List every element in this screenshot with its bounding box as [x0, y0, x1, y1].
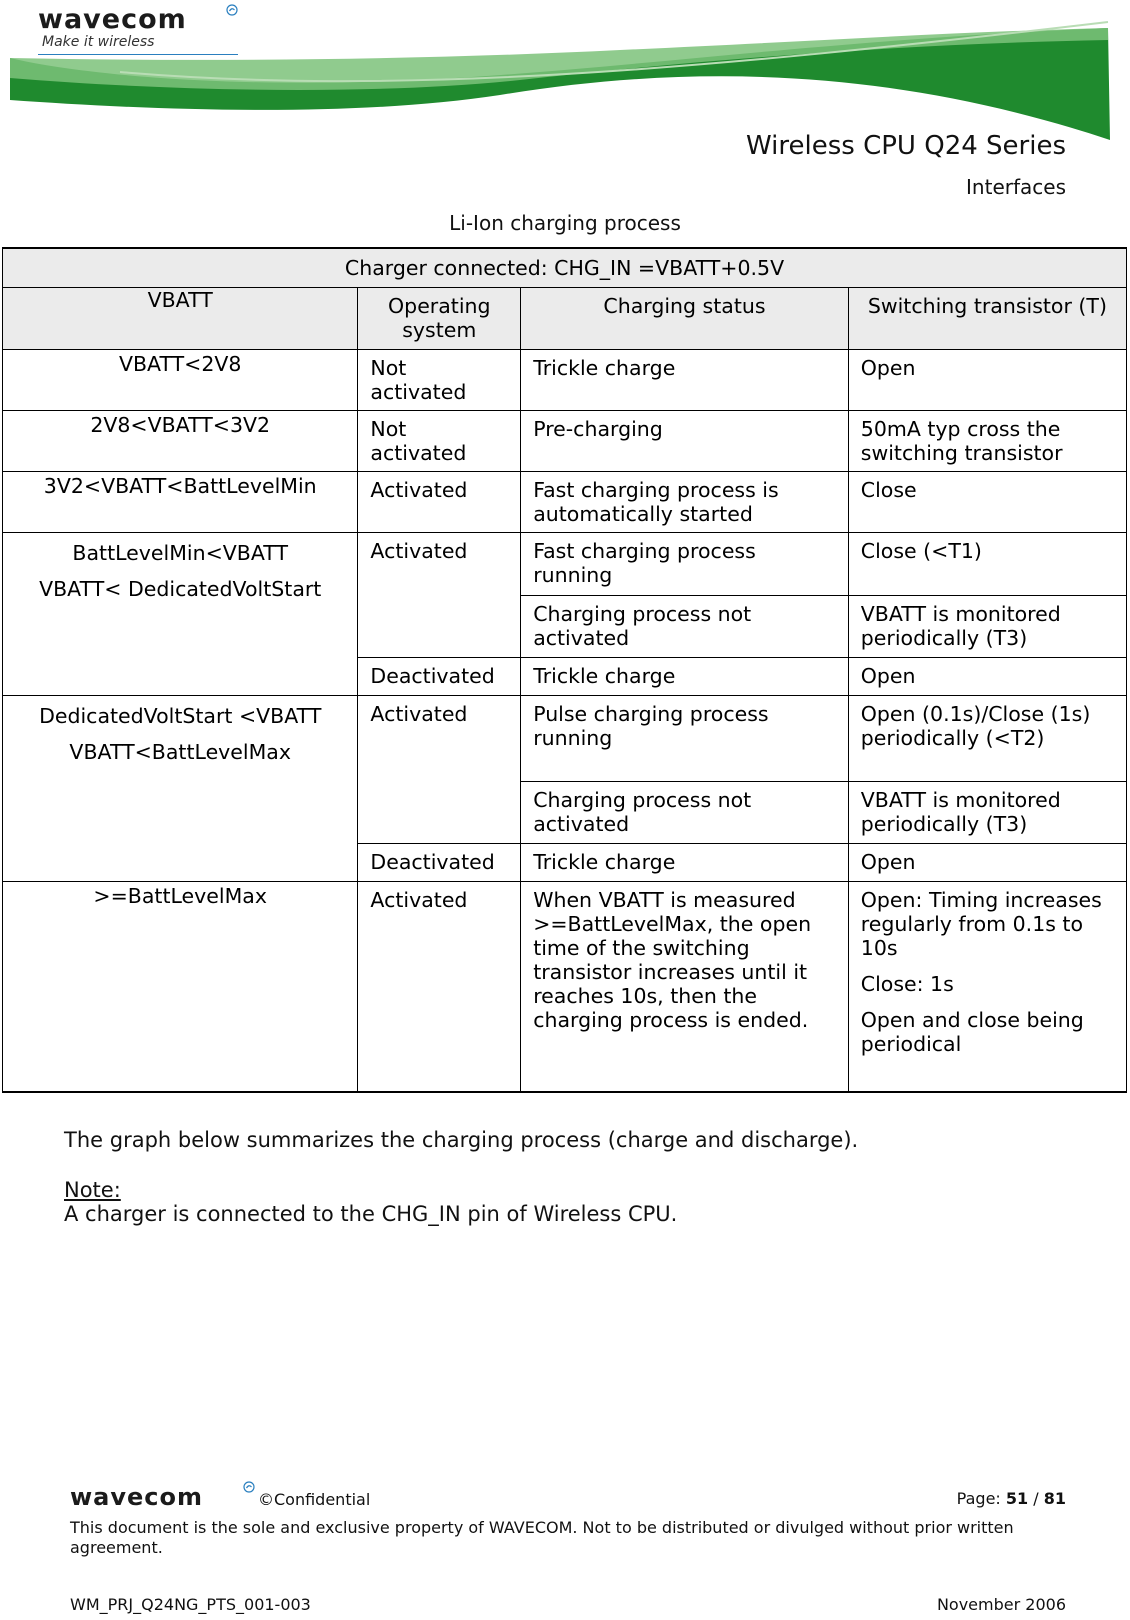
cell-os: Not activated [358, 411, 521, 472]
vbatt-line: VBATT<BattLevelMax [69, 740, 291, 764]
table-row [3, 533, 1127, 596]
cell-status: Charging process not activated [521, 782, 849, 844]
cell-os: Activated [358, 696, 521, 844]
cell-os: Activated [358, 533, 521, 658]
transistor-line: Open and close being periodical [860, 1008, 1084, 1056]
vbatt-line: BattLevelMin<VBATT [72, 541, 288, 565]
cell-os: Activated [358, 472, 521, 533]
cell-vbatt-group2 [3, 696, 358, 882]
table-row [3, 696, 1127, 782]
cell-vbatt-group1 [3, 533, 358, 696]
page-separator: / [1033, 1489, 1039, 1508]
cell-os: Activated [358, 882, 521, 1092]
footer-doc-id: WM_PRJ_Q24NG_PTS_001-003 [70, 1595, 311, 1614]
vbatt-line: VBATT< DedicatedVoltStart [39, 577, 322, 601]
transistor-line: Open: Timing increases regularly from 0.1s to 10s [860, 888, 1102, 960]
table-banner-row [3, 248, 1127, 288]
table-row [3, 350, 1127, 411]
section-title: Interfaces [966, 175, 1066, 199]
page-label: Page: [956, 1489, 1001, 1508]
cell-transistor: Open [848, 350, 1126, 411]
document-title: Wireless CPU Q24 Series [746, 131, 1066, 161]
cell-transistor [848, 882, 1126, 1092]
cell-transistor: Open (0.1s)/Close (1s) periodically (<T2) [848, 696, 1126, 782]
cell-os: Deactivated [358, 658, 521, 696]
table-row [3, 472, 1127, 533]
logo-rule [38, 54, 238, 55]
cell-os: Deactivated [358, 844, 521, 882]
wavecom-logo [38, 4, 248, 56]
cell-vbatt: VBATT<2V8 [3, 350, 358, 411]
cell-status: Charging process not activated [521, 596, 849, 658]
transistor-line: Close: 1s [860, 972, 954, 996]
cell-transistor: Close (<T1) [848, 533, 1126, 596]
charging-process-table [2, 247, 1127, 1093]
logo-wordmark: wavecom [38, 4, 187, 35]
cell-status: Pre-charging [521, 411, 849, 472]
table-row [3, 411, 1127, 472]
registered-icon [243, 1481, 255, 1493]
col-header-transistor: Switching transistor (T) [848, 288, 1126, 350]
cell-vbatt: >=BattLevelMax [3, 882, 358, 1092]
table-header-row [3, 288, 1127, 350]
col-header-status: Charging status [521, 288, 849, 350]
note-text: A charger is connected to the CHG_IN pin of Wireless CPU. [64, 1202, 678, 1226]
body-paragraph: The graph below summarizes the charging process (charge and discharge). [64, 1128, 859, 1152]
col-header-vbatt: VBATT [3, 288, 358, 350]
table-banner: Charger connected: CHG_IN =VBATT+0.5V [3, 248, 1127, 288]
cell-status: Fast charging process is automatically started [521, 472, 849, 533]
cell-vbatt: 3V2<VBATT<BattLevelMin [3, 472, 358, 533]
cell-transistor: Open [848, 658, 1126, 696]
vbatt-line: DedicatedVoltStart <VBATT [39, 704, 322, 728]
cell-transistor: VBATT is monitored periodically (T3) [848, 782, 1126, 844]
note-label: Note: [64, 1178, 121, 1202]
footer-date: November 2006 [936, 1595, 1066, 1614]
page-current: 51 [1005, 1489, 1029, 1508]
cell-os: Not activated [358, 350, 521, 411]
table-caption: Li-Ion charging process [449, 211, 681, 235]
cell-status: Trickle charge [521, 658, 849, 696]
col-header-os: Operating system [358, 288, 521, 350]
cell-transistor: VBATT is monitored periodically (T3) [848, 596, 1126, 658]
cell-status: Trickle charge [521, 350, 849, 411]
table-row [3, 882, 1127, 1092]
page-total: 81 [1043, 1489, 1066, 1508]
cell-transistor: Close [848, 472, 1126, 533]
cell-vbatt: 2V8<VBATT<3V2 [3, 411, 358, 472]
logo-tagline: Make it wireless [42, 34, 155, 50]
cell-status: Pulse charging process running [521, 696, 849, 782]
registered-icon [226, 4, 238, 16]
cell-status: Fast charging process running [521, 533, 849, 596]
footer-confidential: ©Confidential [258, 1490, 371, 1509]
cell-status: Trickle charge [521, 844, 849, 882]
cell-transistor: Open [848, 844, 1126, 882]
footer-logo: wavecom [70, 1483, 204, 1511]
cell-status: When VBATT is measured >=BattLevelMax, the open time of the switching transistor increases until it reaches 10s, then the charging process is ended. [521, 882, 849, 1092]
footer-page-number [957, 1489, 1066, 1508]
cell-transistor: 50mA typ cross the switching transistor [848, 411, 1126, 472]
footer-notice: This document is the sole and exclusive property of WAVECOM. Not to be distributed or divulged without prior written agreement. [70, 1518, 1014, 1557]
